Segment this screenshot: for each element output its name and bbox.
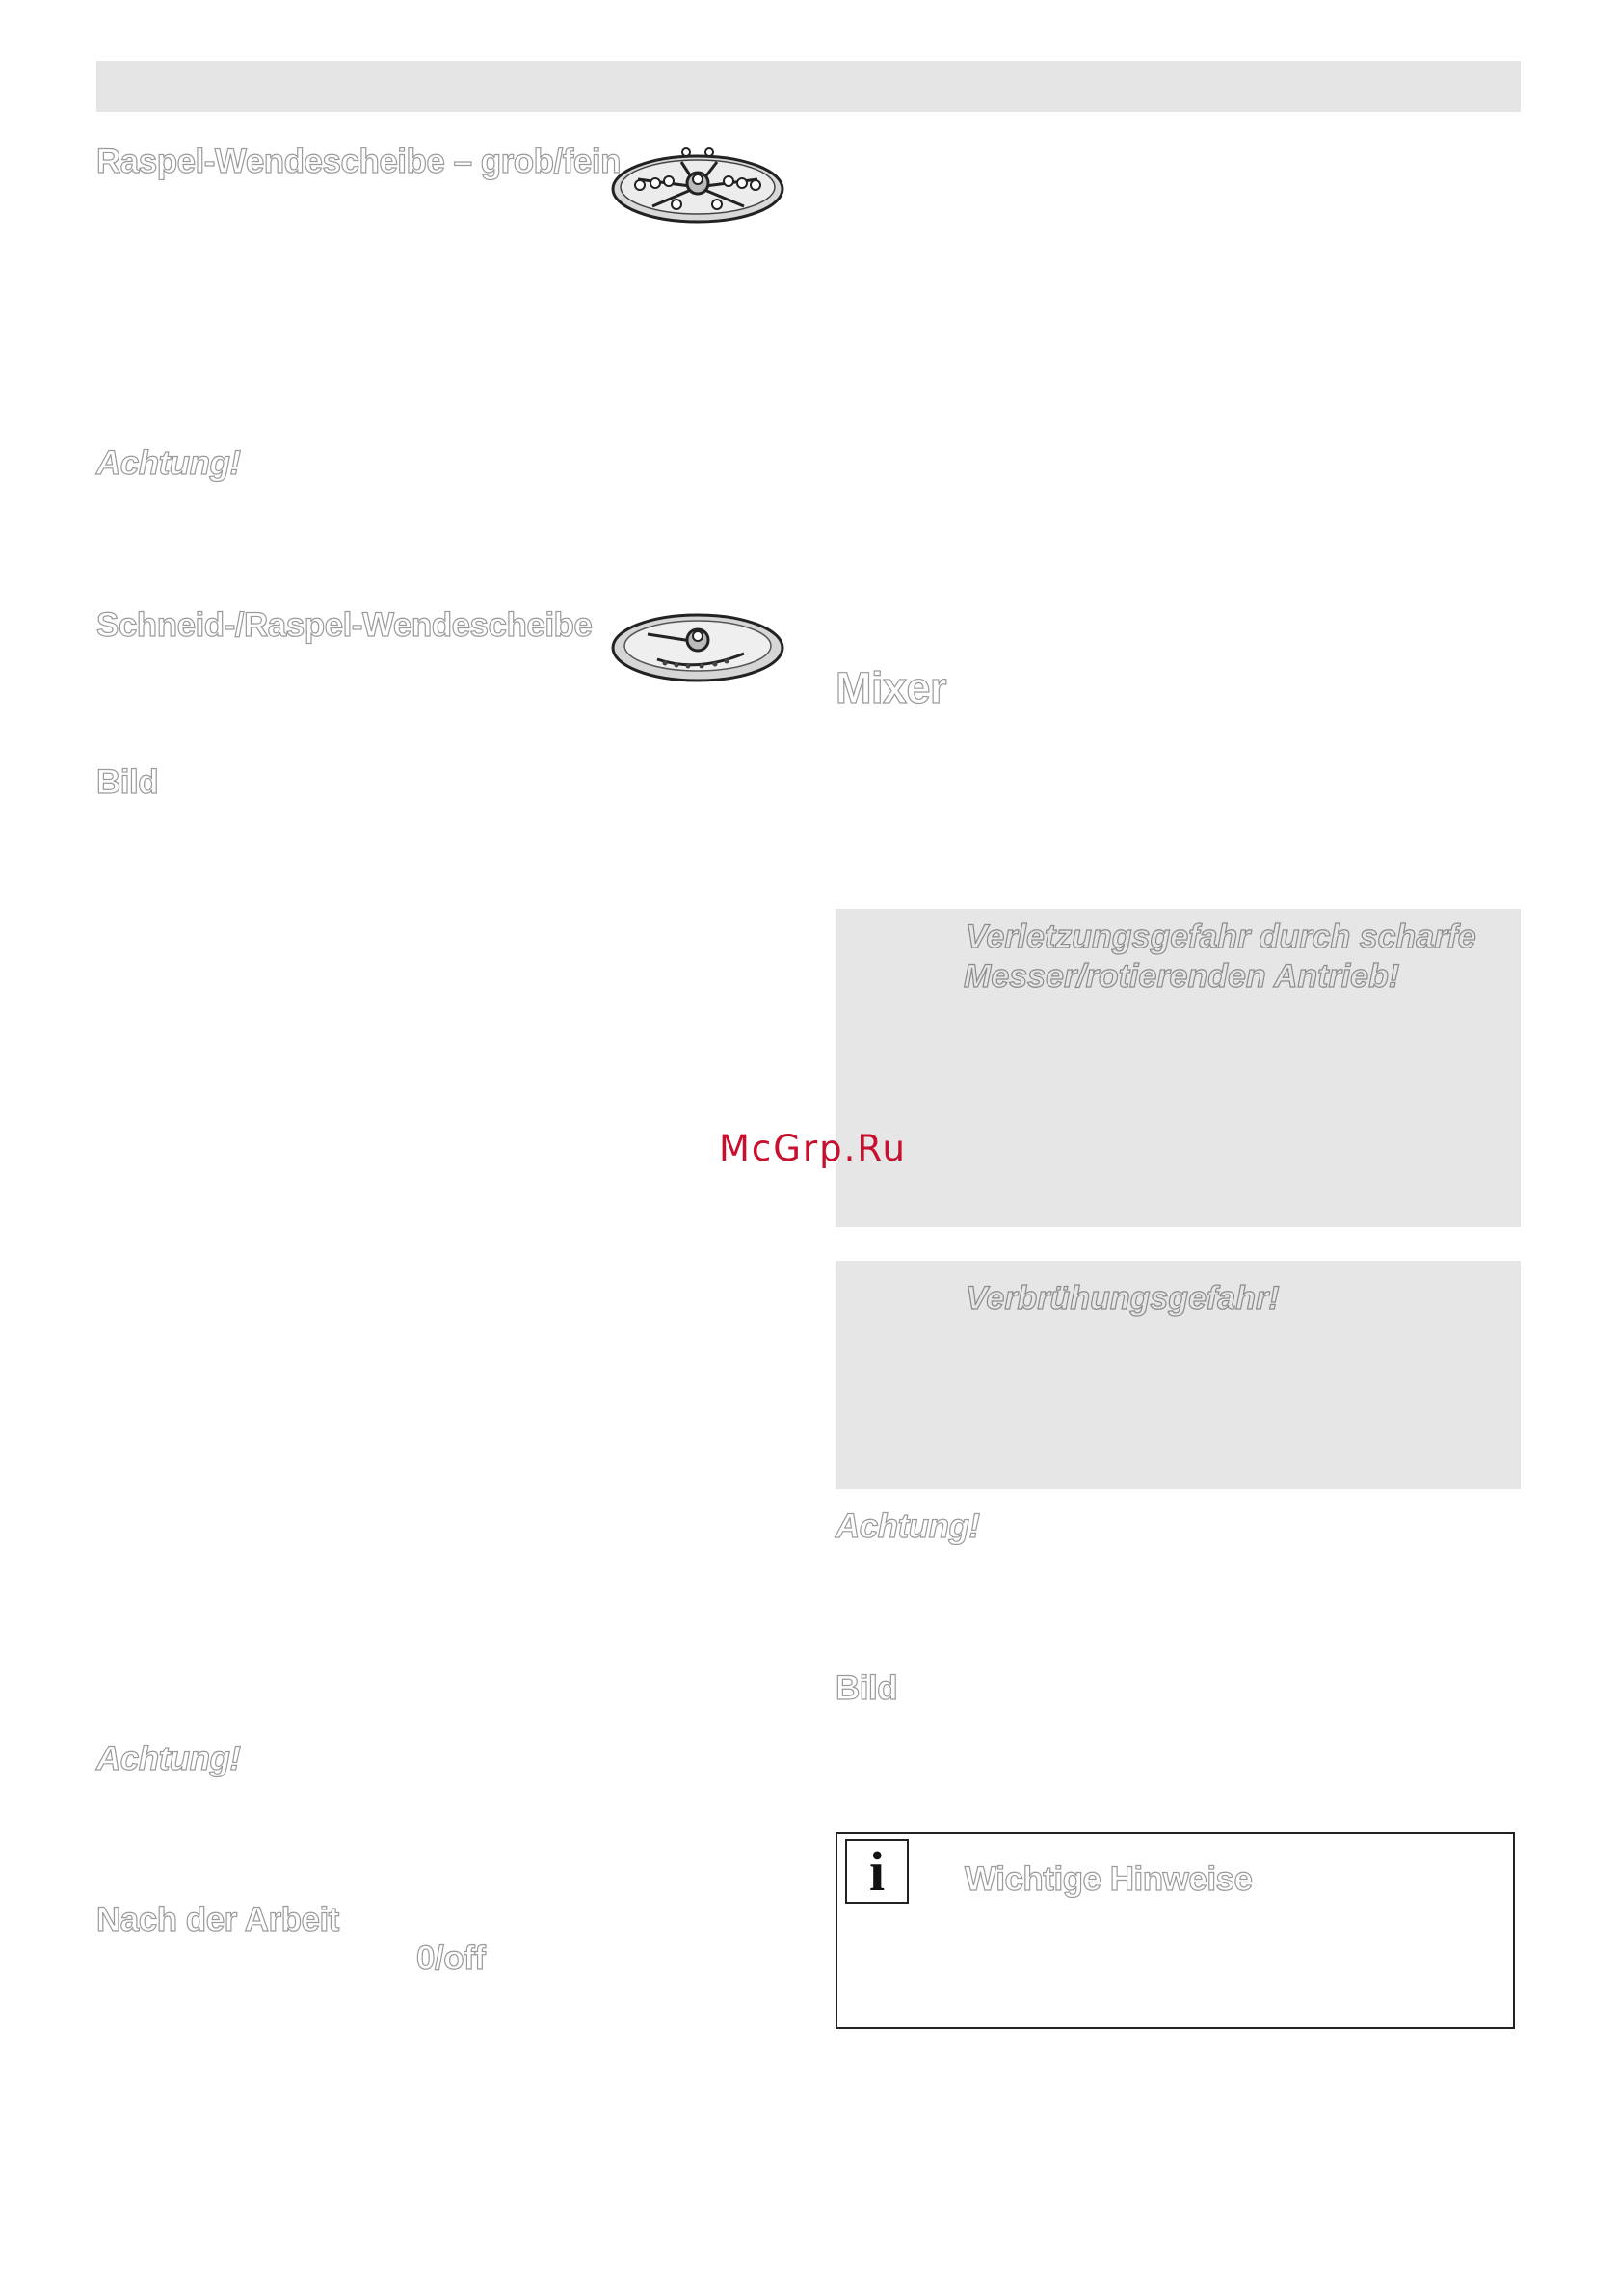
achtung-label-1: Achtung!: [96, 444, 241, 482]
achtung-label-3: Achtung!: [836, 1508, 980, 1545]
info-icon: i: [845, 1839, 909, 1904]
grater-disc-icon: [609, 141, 786, 226]
switch-off-label: 0/off: [416, 1939, 486, 1977]
warning-scald-line1: Verbrühungsgefahr!: [966, 1280, 1280, 1317]
header-bar: [96, 61, 1521, 112]
slicer-disc-icon: [609, 605, 786, 684]
warning-injury-line1: Verletzungsgefahr durch scharfe: [966, 919, 1476, 955]
bild-label-2: Bild: [836, 1669, 898, 1707]
warning-box-injury: [836, 909, 1521, 1227]
heading-mixer: Mixer: [836, 663, 947, 712]
heading-after-work: Nach der Arbeit: [96, 1901, 339, 1938]
achtung-label-2: Achtung!: [96, 1740, 241, 1777]
heading-grater-disc: Raspel-Wendescheibe – grob/fein: [96, 143, 621, 180]
bild-label-1: Bild: [96, 763, 159, 801]
heading-slicer-disc: Schneid-/Raspel-Wendescheibe: [96, 606, 593, 644]
warning-injury-line2: Messer/rotierenden Antrieb!: [964, 958, 1400, 995]
info-title: Wichtige Hinweise: [965, 1860, 1253, 1898]
info-box: [836, 1832, 1515, 2029]
warning-box-scald: [836, 1261, 1521, 1489]
watermark-text: McGrp.Ru: [719, 1128, 907, 1169]
